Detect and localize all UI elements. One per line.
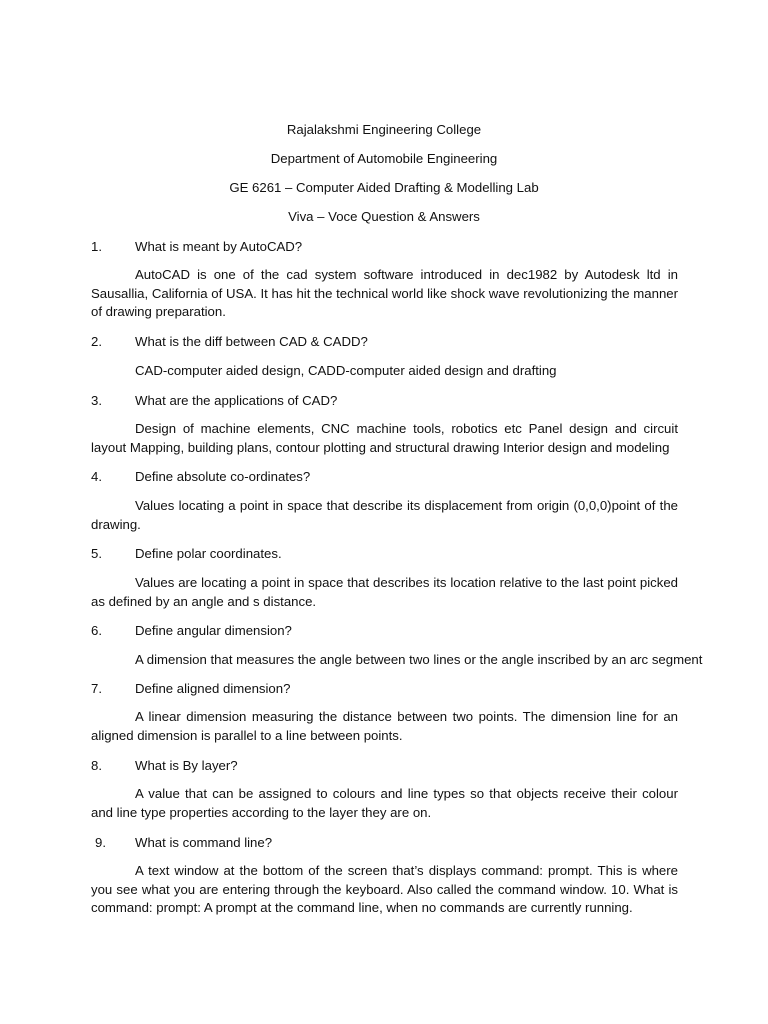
answer-text: Values are locating a point in space that describes its location relative to the last point picked as defined by an angle and s distance. <box>91 575 678 609</box>
answer-text: A text window at the bottom of the screen that’s displays command: prompt. This is where you see what you are entering through the keyboard. Also called the command window. 10. What is command: prompt: A prompt at the command line, when no commands are currently running. <box>91 863 678 915</box>
question-number: 1. <box>91 239 102 254</box>
answer-text: A linear dimension measuring the distance between two points. The dimension line for an aligned dimension is parallel to a line between points. <box>91 709 678 743</box>
answer-text: AutoCAD is one of the cad system software introduced in dec1982 by Autodesk ltd in Sausallia, California of USA. It has hit the technical world like shock wave revolutionizing the manner of drawing preparation. <box>91 267 678 319</box>
question-number: 9. <box>95 835 106 850</box>
answer-text: Design of machine elements, CNC machine tools, robotics etc Panel design and circuit layout Mapping, building plans, contour plotting and structural drawing Interior design and modeling <box>91 421 678 455</box>
question-text: Define aligned dimension? <box>135 681 291 696</box>
question-text: What are the applications of CAD? <box>135 393 338 408</box>
question-text: Define polar coordinates. <box>135 546 282 561</box>
question-number: 5. <box>91 546 102 561</box>
question-text: What is the diff between CAD & CADD? <box>135 334 368 349</box>
question-number: 4. <box>91 469 102 484</box>
question-text: What is meant by AutoCAD? <box>135 239 303 254</box>
question-number: 8. <box>91 758 102 773</box>
question-number: 7. <box>91 681 102 696</box>
question-number: 2. <box>91 334 102 349</box>
question-text: What is command line? <box>135 835 273 850</box>
college-name: Rajalakshmi Engineering College <box>286 122 482 137</box>
answer-text: A dimension that measures the angle between two lines or the angle inscribed by an arc segment <box>135 652 703 667</box>
question-text: Define angular dimension? <box>135 623 292 638</box>
department-name: Department of Automobile Engineering <box>270 151 498 166</box>
question-number: 3. <box>91 393 102 408</box>
question-text: Define absolute co-ordinates? <box>135 469 311 484</box>
course-title: GE 6261 – Computer Aided Drafting & Modelling Lab <box>229 180 539 195</box>
answer-text: Values locating a point in space that describe its displacement from origin (0,0,0)point of the drawing. <box>91 498 678 532</box>
document-title: Viva – Voce Question & Answers <box>288 209 480 224</box>
question-number: 6. <box>91 623 102 638</box>
question-text: What is By layer? <box>135 758 238 773</box>
answer-text: A value that can be assigned to colours and line types so that objects receive their colour and line type properties according to the layer they are on. <box>91 786 678 820</box>
answer-text: CAD-computer aided design, CADD-computer aided design and drafting <box>135 363 557 378</box>
